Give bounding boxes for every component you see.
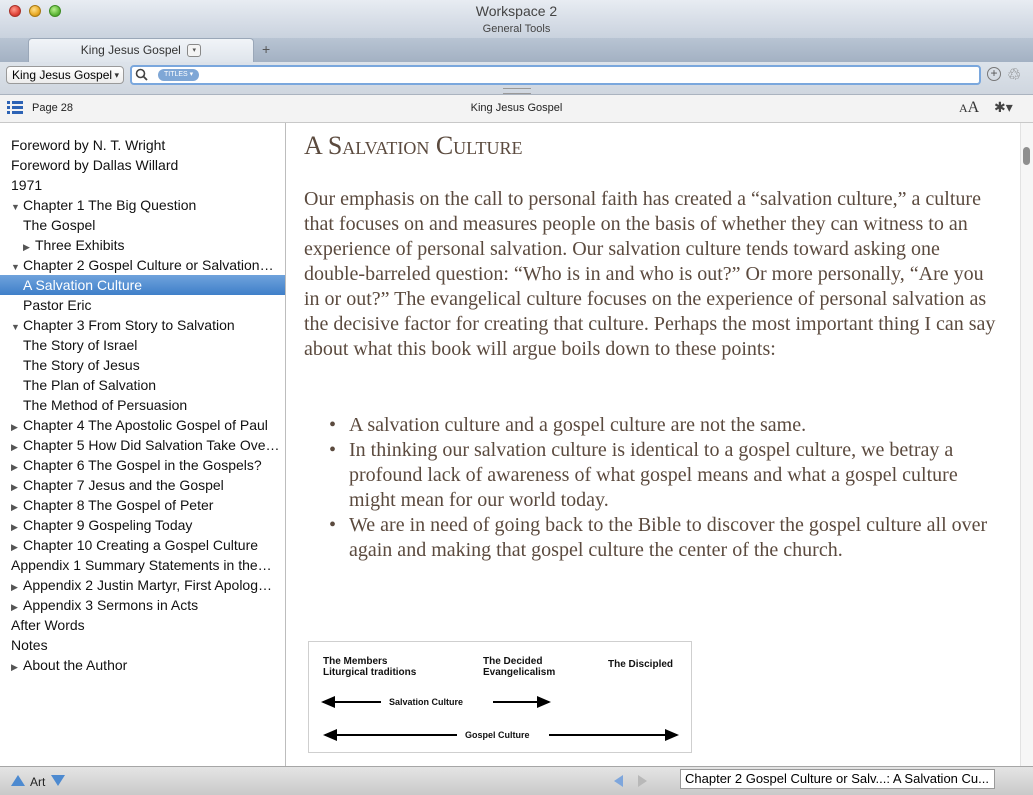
diagram-label-discipled: The Discipled — [608, 659, 674, 670]
toc-item-label: Chapter 3 From Story to Salvation — [23, 317, 235, 333]
list-item: • A salvation culture and a gospel culture are not the same. — [349, 413, 999, 438]
toc-item[interactable] — [0, 235, 285, 255]
diagram-label-line: The Members — [323, 656, 388, 667]
disclosure-closed-icon[interactable]: ▶ — [11, 522, 18, 532]
toc-item-label: Pastor Eric — [23, 297, 92, 313]
toc-item[interactable] — [0, 655, 285, 675]
font-size-control[interactable] — [959, 99, 979, 117]
search-field[interactable] — [130, 65, 981, 85]
toc-item-label: Chapter 5 How Did Salvation Take Ove… — [23, 437, 280, 453]
toc-item-label: Three Exhibits — [35, 237, 125, 253]
art-previous-icon[interactable] — [11, 775, 25, 786]
toc-item-label: 1971 — [11, 177, 43, 193]
book-title: King Jesus Gospel — [470, 102, 563, 114]
body-paragraph: Our emphasis on the call to personal faith has created a “salvation culture,” a culture that focuses on and measures people on the basis of whether they can witness to an experience of personal salvation. Our salvation culture tends toward asking one double-barreled question: “Who is in and who is out?” Or more personally, “Are you in or out?” The evangelical culture focuses on the experience of personal salvation as the decisive factor for creating that culture. Perhaps the most important thing I can say about what this book will argue boils down to these points: — [304, 188, 996, 360]
disclosure-closed-icon[interactable]: ▶ — [11, 542, 18, 552]
toc-item-label: Chapter 7 Jesus and the Gospel — [23, 477, 224, 493]
gear-icon[interactable]: ✱▾ — [994, 99, 1013, 115]
disclosure-closed-icon[interactable]: ▶ — [11, 442, 18, 452]
list-item: • We are in need of going back to the Bible to discover the gospel culture all over again and making that gospel culture the center of the church. — [349, 513, 999, 563]
toc-item[interactable] — [0, 255, 285, 275]
disclosure-closed-icon[interactable]: ▶ — [11, 582, 18, 592]
search-input[interactable] — [212, 68, 976, 84]
toc-item[interactable] — [0, 575, 285, 595]
diagram-label-line: Evangelicalism — [483, 667, 556, 678]
disclosure-closed-icon[interactable]: ▶ — [23, 242, 30, 252]
toc-item[interactable] — [0, 295, 285, 315]
art-next-icon[interactable] — [51, 775, 65, 786]
back-arrow-icon[interactable] — [614, 775, 623, 787]
toc-item[interactable] — [0, 555, 285, 575]
toc-item[interactable] — [0, 215, 285, 235]
toc-item-label: Chapter 2 Gospel Culture or Salvation… — [23, 257, 274, 273]
toc-item[interactable] — [0, 495, 285, 515]
tab-label: King Jesus Gospel — [80, 43, 181, 57]
disclosure-closed-icon[interactable]: ▶ — [11, 502, 18, 512]
salvation-culture-label: Salvation Culture — [389, 697, 464, 707]
disclosure-closed-icon[interactable]: ▶ — [11, 662, 18, 672]
book-select[interactable] — [6, 66, 124, 84]
toc-item[interactable] — [0, 435, 285, 455]
window-subtitle: General Tools — [482, 23, 551, 35]
toc-item-label: The Gospel — [23, 217, 96, 233]
toc-item-label: Chapter 10 Creating a Gospel Culture — [23, 537, 259, 553]
toc-item[interactable] — [0, 335, 285, 355]
diagram-label-line: The Decided — [483, 656, 543, 667]
toc-item[interactable] — [0, 515, 285, 535]
toc-item-label: Chapter 8 The Gospel of Peter — [23, 497, 214, 513]
toc-item-label: Appendix 2 Justin Martyr, First Apolog… — [23, 577, 272, 593]
window-title: Workspace 2 — [475, 3, 558, 19]
tab-dropdown-icon[interactable]: ▾ — [187, 44, 201, 57]
page-header — [0, 95, 1033, 123]
disclosure-closed-icon[interactable]: ▶ — [11, 482, 18, 492]
toc-item-label: A Salvation Culture — [23, 277, 143, 293]
diagram-label-line: Liturgical traditions — [323, 667, 417, 678]
search-mode-pill[interactable]: TITLES ▾ — [158, 69, 199, 81]
toc-item-label: Appendix 1 Summary Statements in the… — [11, 557, 272, 573]
tab-king-jesus-gospel[interactable] — [28, 38, 254, 62]
toc-item-label: The Story of Israel — [23, 337, 138, 353]
add-circle-icon[interactable]: + — [987, 67, 1001, 81]
page-number: Page 28 — [32, 102, 73, 114]
toc-item[interactable] — [0, 595, 285, 615]
forward-arrow-icon[interactable] — [638, 775, 647, 787]
reading-pane — [287, 123, 1020, 766]
toc-item-label: The Plan of Salvation — [23, 377, 157, 393]
toc-item[interactable] — [0, 635, 285, 655]
font-smaller-icon[interactable]: A — [959, 101, 968, 115]
toc-item-label: The Method of Persuasion — [23, 397, 188, 413]
toc-item[interactable] — [0, 615, 285, 635]
toc-item-label: Chapter 9 Gospeling Today — [23, 517, 193, 533]
toc-sidebar — [0, 123, 286, 766]
toc-item[interactable] — [0, 395, 285, 415]
toc-item[interactable] — [0, 375, 285, 395]
toc-item-label: Notes — [11, 637, 48, 653]
recycle-icon[interactable]: ♲ — [1007, 67, 1022, 84]
disclosure-closed-icon[interactable]: ▶ — [11, 602, 18, 612]
toc-item[interactable] — [0, 355, 285, 375]
toc-item[interactable] — [0, 135, 285, 155]
book-select-value: King Jesus Gospel — [12, 68, 113, 82]
resize-grip[interactable] — [503, 88, 531, 94]
toc-item-label: Foreword by N. T. Wright — [11, 137, 166, 153]
chevron-down-icon: ▾ — [114, 70, 119, 80]
toc-item[interactable] — [0, 475, 285, 495]
tab-strip — [0, 38, 1033, 62]
toc-item[interactable] — [0, 175, 285, 195]
toc-item-label: The Story of Jesus — [23, 357, 140, 373]
list-item: • In thinking our salvation culture is identical to a gospel culture, we betray a profound lack of awareness of what gospel means and what a gospel culture might mean for our world today. — [349, 438, 999, 513]
toc-item[interactable] — [0, 195, 285, 215]
disclosure-open-icon[interactable]: ▼ — [11, 262, 20, 272]
vertical-scrollbar[interactable] — [1020, 123, 1033, 766]
art-label: Art — [30, 775, 46, 789]
toc-item[interactable] — [0, 455, 285, 475]
disclosure-open-icon[interactable]: ▼ — [11, 202, 20, 212]
toc-item[interactable] — [0, 275, 285, 295]
toc-item-label: Foreword by Dallas Willard — [11, 157, 179, 173]
toc-item[interactable] — [0, 155, 285, 175]
toc-item-label: About the Author — [23, 657, 128, 673]
bullet-list — [349, 413, 999, 563]
toc-item-label: Appendix 3 Sermons in Acts — [23, 597, 199, 613]
title-bar — [0, 0, 1033, 39]
location-field[interactable]: Chapter 2 Gospel Culture or Salv...: A Salvation Cu... — [680, 769, 995, 789]
section-heading: A Salvation Culture — [304, 131, 523, 160]
font-larger-icon[interactable]: A — [967, 99, 980, 116]
gospel-culture-label: Gospel Culture — [465, 730, 530, 740]
toc-item[interactable] — [0, 535, 285, 555]
disclosure-open-icon[interactable]: ▼ — [11, 322, 20, 332]
toc-item[interactable] — [0, 415, 285, 435]
culture-diagram — [308, 641, 692, 753]
status-bar — [0, 766, 1033, 795]
toc-item-label: Chapter 1 The Big Question — [23, 197, 197, 213]
toc-item[interactable] — [0, 315, 285, 335]
disclosure-closed-icon[interactable]: ▶ — [11, 462, 18, 472]
search-bar — [0, 62, 1033, 95]
toc-item-label: Chapter 4 The Apostolic Gospel of Paul — [23, 417, 268, 433]
add-tab-icon[interactable]: + — [262, 41, 271, 57]
scrollbar-thumb[interactable] — [1023, 147, 1030, 165]
search-icon[interactable] — [135, 68, 149, 82]
disclosure-closed-icon[interactable]: ▶ — [11, 422, 18, 432]
toc-item-label: After Words — [11, 617, 85, 633]
toc-item-label: Chapter 6 The Gospel in the Gospels? — [23, 457, 262, 473]
